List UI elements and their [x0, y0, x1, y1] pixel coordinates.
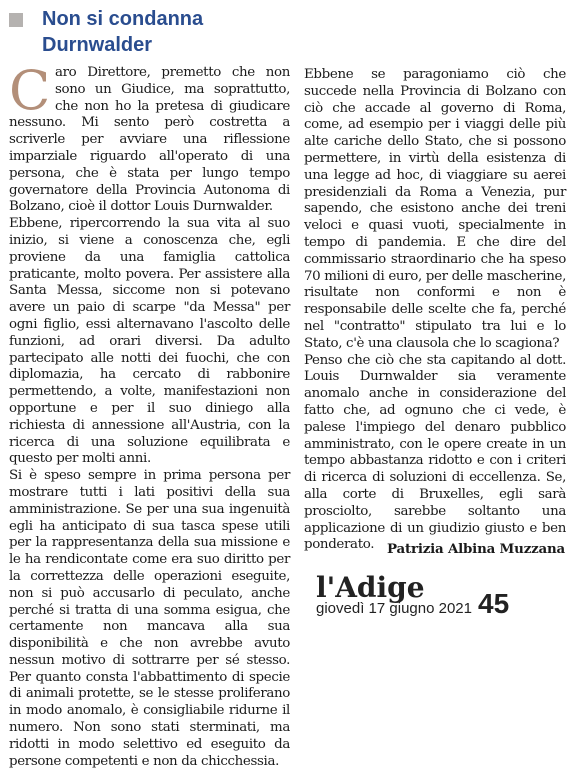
paragraph: Si è speso sempre in prima persona per mostrare tutti i lati positivi della sua amministrazione. Se per una sua ingenuità egli ha anticipato di sua tasca spese utili per la rappresentanza della sua missione e le ha rendicontate come era suo diritto per la correttezza delle operazioni eseguite, non si può accusarlo di peculato, anche perché si tratta di una somma esigua, che certamente non mancava alla sua disponibilità e che non avrebbe avuto nessun motivo di sottrarre per sé stesso. Per quanto consta l'abbattimento di specie di animali protette, se le stesse proliferano in modo anomalo, è consigliabile ridurne il numero. Non sono stati sterminati, ma ridotti in modo selettivo ed eseguito da persone competenti e non da chicchessia.	[9, 468, 290, 769]
right-column	[304, 67, 566, 554]
page-number: 45	[478, 588, 510, 619]
paragraph-text: aro Direttore, premetto che non sono un Giudice, ma soprattutto, che non ho la pretesa di giudicare nessuno. Mi sento però costretta a scriverle per avviare una riflessione imparziale riguardo all'operato di una persona, che è stata per lungo tempo governatore della Provincia Autonoma di Bolzano, cioè il dottor Louis Durnwalder.	[9, 65, 290, 215]
paragraph: Penso che ciò che sta capitando al dott. Louis Durnwalder sia veramente anomalo anche in considerazione del fatto che, ad ognuno che ci vede, è palese l'impiego del denaro pubblico amministrato, con le opere create in un tempo abbastanza ridotto e con i criteri di ricerca di soluzioni di eccellenza. Se, alla corte di Bruxelles, egli sarà prosciolto, sarebbe soltanto una applicazione di un giudizio giusto e ben ponderato.	[304, 352, 566, 553]
publication-date: giovedì 17 giugno 2021	[316, 600, 472, 617]
newspaper-masthead: l'Adige	[316, 571, 425, 604]
paragraph: Ebbene, ripercorrendo la sua vita al suo inizio, si viene a conoscenza che, egli proviene da una famiglia cattolica praticante, molto povera. Per assistere alla Santa Messa, siccome non si potevano avere un paio di scarpe "da Messa" per ogni figlio, essi alternavano l'ascolto delle funzioni, ad orari diversi. Da adulto partecipato alle notti dei fuochi, che con diplomazia, ha cercato di rabbonire permettendo, a volte, manifestazioni non opportune e per il suo diniego alla richiesta di annessione all'Austria, con la ricerca di una soluzione equilibrata e questo per molti anni.	[9, 216, 290, 467]
paragraph	[9, 59, 290, 216]
title-line-2: Durnwalder	[42, 34, 153, 56]
left-column	[9, 59, 290, 770]
drop-cap: C	[9, 59, 50, 122]
title-marker	[9, 13, 23, 27]
author-signature: Patrizia Albina Muzzana	[387, 541, 565, 557]
article-title	[42, 6, 203, 58]
paragraph: Ebbene se paragoniamo ciò che succede nella Provincia di Bolzano con ciò che accade al governo di Roma, come, ad esempio per i viaggi delle più alte cariche dello Stato, che si possono permettere, in virtù della esistenza di una legge ad hoc, di viaggiare su aerei presidenziali da Roma a Venezia, pur sapendo, che esistono anche dei treni veloci e quasi vuoti, specialmente in tempo di pandemia. E che dire del commissario straordinario che ha speso 70 milioni di euro, per delle mascherine, risultate non conformi e non è responsabile delle scelte che fa, perché nel "contratto" stipulato tra lui e lo Stato, c'è una clausola che lo scagiona?	[304, 67, 566, 351]
title-line-1: Non si condanna	[42, 8, 204, 30]
